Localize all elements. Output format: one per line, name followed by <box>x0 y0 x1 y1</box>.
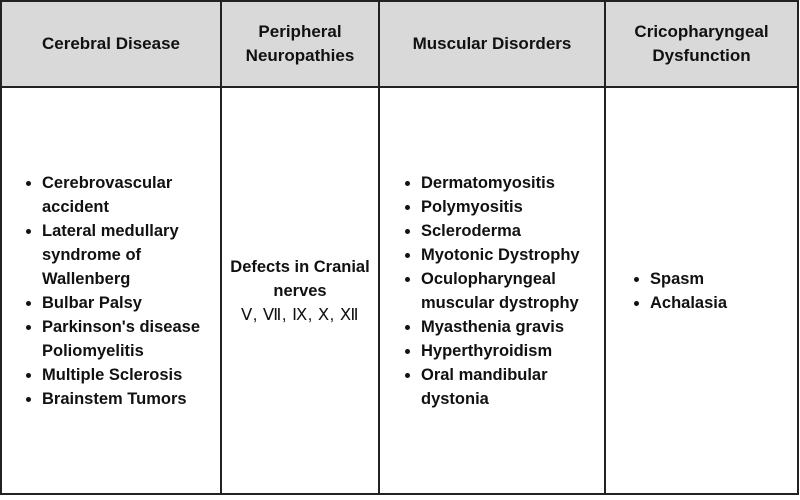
header-row <box>1 1 798 87</box>
list-item: • Dermatomyositis <box>421 171 600 195</box>
cell-peripheral-neuropathies <box>221 87 379 494</box>
cerebral-disease-list <box>2 171 220 411</box>
cranial-nerves-list: Ⅴ, Ⅶ, Ⅸ, Ⅹ, Ⅻ <box>240 305 360 324</box>
cell-muscular-disorders <box>379 87 605 494</box>
cricopharyngeal-list <box>606 267 797 315</box>
content-row <box>1 87 798 494</box>
list-item: • Lateral medullary syndrome of Wallenberg <box>42 219 214 291</box>
header-muscular-disorders: Muscular Disorders <box>379 1 605 87</box>
header-cricopharyngeal-dysfunction: Cricopharyngeal Dysfunction <box>605 1 798 87</box>
muscular-disorders-list <box>380 171 604 411</box>
list-item: • Bulbar Palsy <box>42 291 214 315</box>
list-item: • Oral mandibular dystonia <box>421 363 600 411</box>
cell-cerebral-disease <box>1 87 221 494</box>
cell-cricopharyngeal-dysfunction <box>605 87 798 494</box>
list-item: • Multiple Sclerosis <box>42 363 214 387</box>
list-item: • Myasthenia gravis <box>421 315 600 339</box>
header-peripheral-neuropathies: Peripheral Neuropathies <box>221 1 379 87</box>
list-item: • Parkinson's disease Poliomyelitis <box>42 315 214 363</box>
list-item: • Spasm <box>650 267 797 291</box>
cranial-nerves-text: Defects in Cranial nerves <box>230 257 370 300</box>
list-item: • Polymyositis <box>421 195 600 219</box>
list-item: • Myotonic Dystrophy <box>421 243 600 267</box>
header-cerebral-disease: Cerebral Disease <box>1 1 221 87</box>
list-item: • Cerebrovascular accident <box>42 171 214 219</box>
list-item: • Scleroderma <box>421 219 600 243</box>
list-item: • Brainstem Tumors <box>42 387 214 411</box>
list-item: • Achalasia <box>650 291 797 315</box>
list-item: • Hyperthyroidism <box>421 339 600 363</box>
list-item: • Oculopharyngeal muscular dystrophy <box>421 267 600 315</box>
